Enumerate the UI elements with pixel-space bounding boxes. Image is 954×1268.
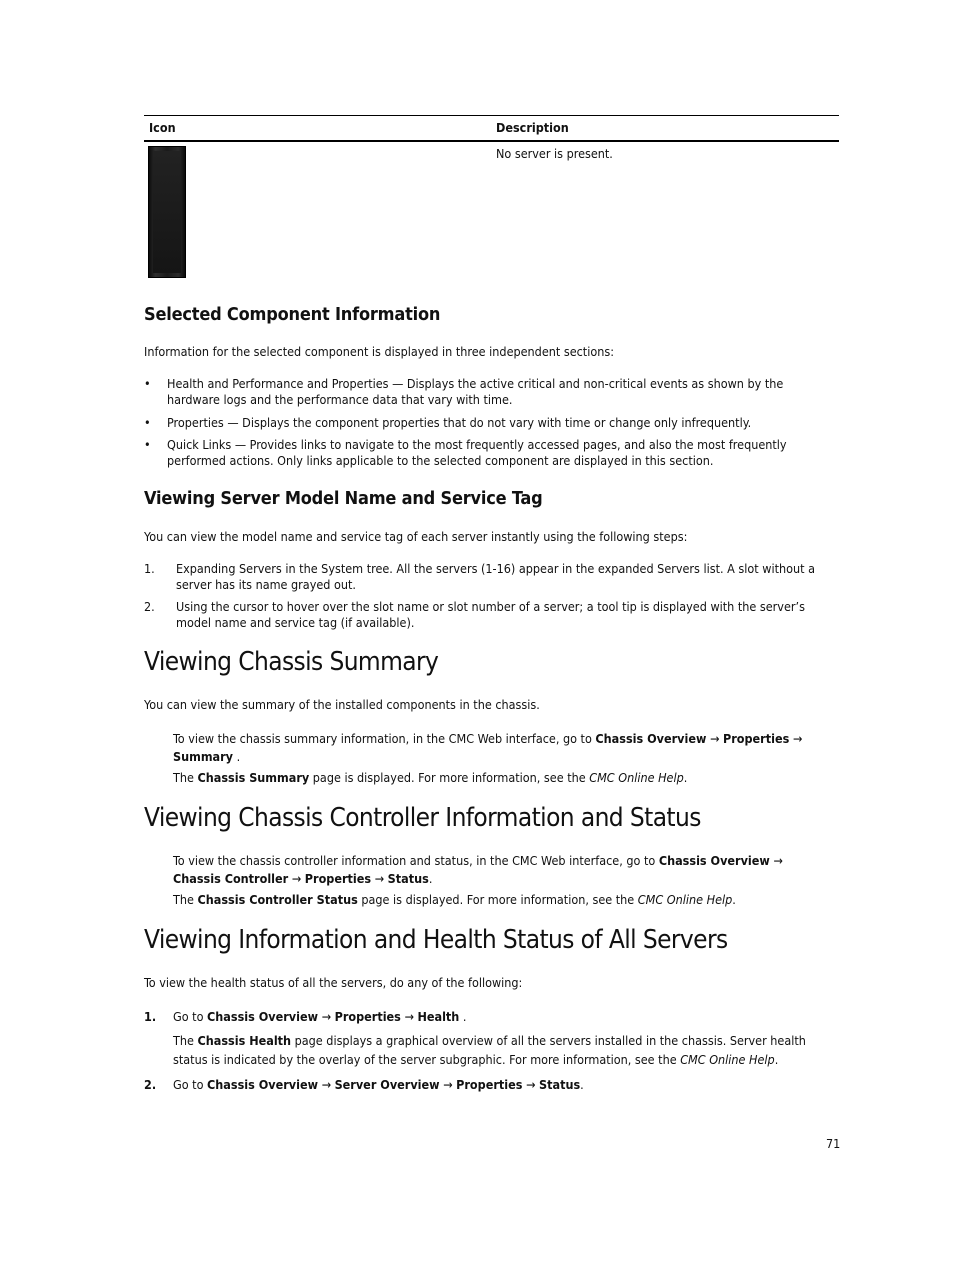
paragraph: The Chassis Summary page is displayed. For more information, see the CMC Online Help.: [173, 770, 688, 785]
menu-path: Health: [417, 1009, 460, 1024]
menu-path: Status: [387, 871, 429, 886]
chapter-heading: Viewing Chassis Controller Information and Status: [144, 803, 701, 833]
doc-reference: CMC Online Help: [680, 1052, 775, 1067]
paragraph: The Chassis Health page displays a graphical overview of all the servers installed in the chassis. Server health status is indicated by the overlay of the server subgraphic. For more information, see the CMC Online Help.: [173, 1033, 806, 1067]
menu-path: Properties: [722, 731, 790, 746]
menu-path: Chassis Overview: [207, 1009, 318, 1024]
table-header-icon: Icon: [149, 120, 176, 135]
paragraph: You can view the summary of the installed components in the chassis.: [144, 697, 540, 712]
bullet-marker: •: [144, 437, 151, 452]
list-item-line: model name and service tag (if available).: [176, 615, 415, 630]
menu-path: Properties: [456, 1077, 523, 1092]
menu-path: Server Overview: [334, 1077, 440, 1092]
list-item: [167, 376, 783, 408]
paragraph: To view the chassis summary information, in the CMC Web interface, go to Chassis Overview → Properties → Summary .: [173, 731, 803, 764]
list-item-line: Properties — Displays the component properties that do not vary with time or change only infrequently.: [167, 415, 752, 430]
paragraph: You can view the model name and service tag of each server instantly using the following steps:: [144, 529, 688, 544]
chapter-heading: Viewing Chassis Summary: [144, 647, 439, 677]
paragraph: To view the chassis controller information and status, in the CMC Web interface, go to Chassis Overview → Chassis Controller → Properties → Status.: [173, 853, 783, 886]
table-header-rule: [144, 140, 839, 142]
server-slot-empty-icon: [148, 146, 186, 278]
list-item-line: Expanding Servers in the System tree. All the servers (1-16) appear in the expanded Servers list. A slot without a: [176, 561, 815, 576]
doc-reference: CMC Online Help: [589, 770, 684, 785]
list-item: Go to Chassis Overview → Server Overview → Properties → Status.: [173, 1077, 584, 1092]
menu-path: Properties: [334, 1009, 401, 1024]
list-item: [167, 415, 751, 431]
list-item: [167, 437, 787, 469]
paragraph: To view the health status of all the servers, do any of the following:: [144, 975, 523, 990]
table-top-rule: [144, 115, 839, 116]
chapter-heading: Viewing Information and Health Status of All Servers: [144, 925, 728, 955]
list-item-line: Using the cursor to hover over the slot name or slot number of a server; a tool tip is displayed with the server’s: [176, 599, 805, 614]
list-item: Go to Chassis Overview → Properties → Health .: [173, 1009, 467, 1024]
step-number: 1.: [144, 1009, 157, 1024]
section-heading: Viewing Server Model Name and Service Tag: [144, 488, 543, 509]
list-item-line: hardware logs and the performance data that vary with time.: [167, 392, 513, 407]
menu-path: Summary: [173, 749, 234, 764]
page-number: 71: [826, 1136, 841, 1151]
list-item-line: server has its name grayed out.: [176, 577, 356, 592]
section-heading: Selected Component Information: [144, 304, 441, 325]
paragraph: Information for the selected component is displayed in three independent sections:: [144, 344, 615, 359]
step-number: 2.: [144, 1077, 157, 1092]
table-header-description: Description: [496, 120, 569, 135]
step-number: 1.: [144, 561, 155, 576]
step-number: 2.: [144, 599, 155, 614]
list-item: [176, 561, 815, 593]
paragraph: The Chassis Controller Status page is displayed. For more information, see the CMC Online Help.: [173, 892, 736, 907]
menu-path: Status: [539, 1077, 581, 1092]
menu-path: Chassis Overview: [658, 853, 770, 868]
doc-reference: CMC Online Help: [637, 892, 733, 907]
menu-path: Chassis Overview: [207, 1077, 318, 1092]
menu-path: Chassis Overview: [595, 731, 707, 746]
list-item-line: performed actions. Only links applicable to the selected component are displayed in this section.: [167, 453, 714, 468]
menu-path: Properties: [304, 871, 372, 886]
list-item-line: Health and Performance and Properties — Displays the active critical and non-critical events as shown by the: [167, 376, 784, 391]
table-cell-description: No server is present.: [496, 146, 613, 161]
bullet-marker: •: [144, 376, 151, 391]
list-item: [176, 599, 805, 631]
menu-path: Chassis Controller: [173, 871, 289, 886]
list-item-line: Quick Links — Provides links to navigate to the most frequently accessed pages, and also the most frequently: [167, 437, 787, 452]
bullet-marker: •: [144, 415, 151, 430]
